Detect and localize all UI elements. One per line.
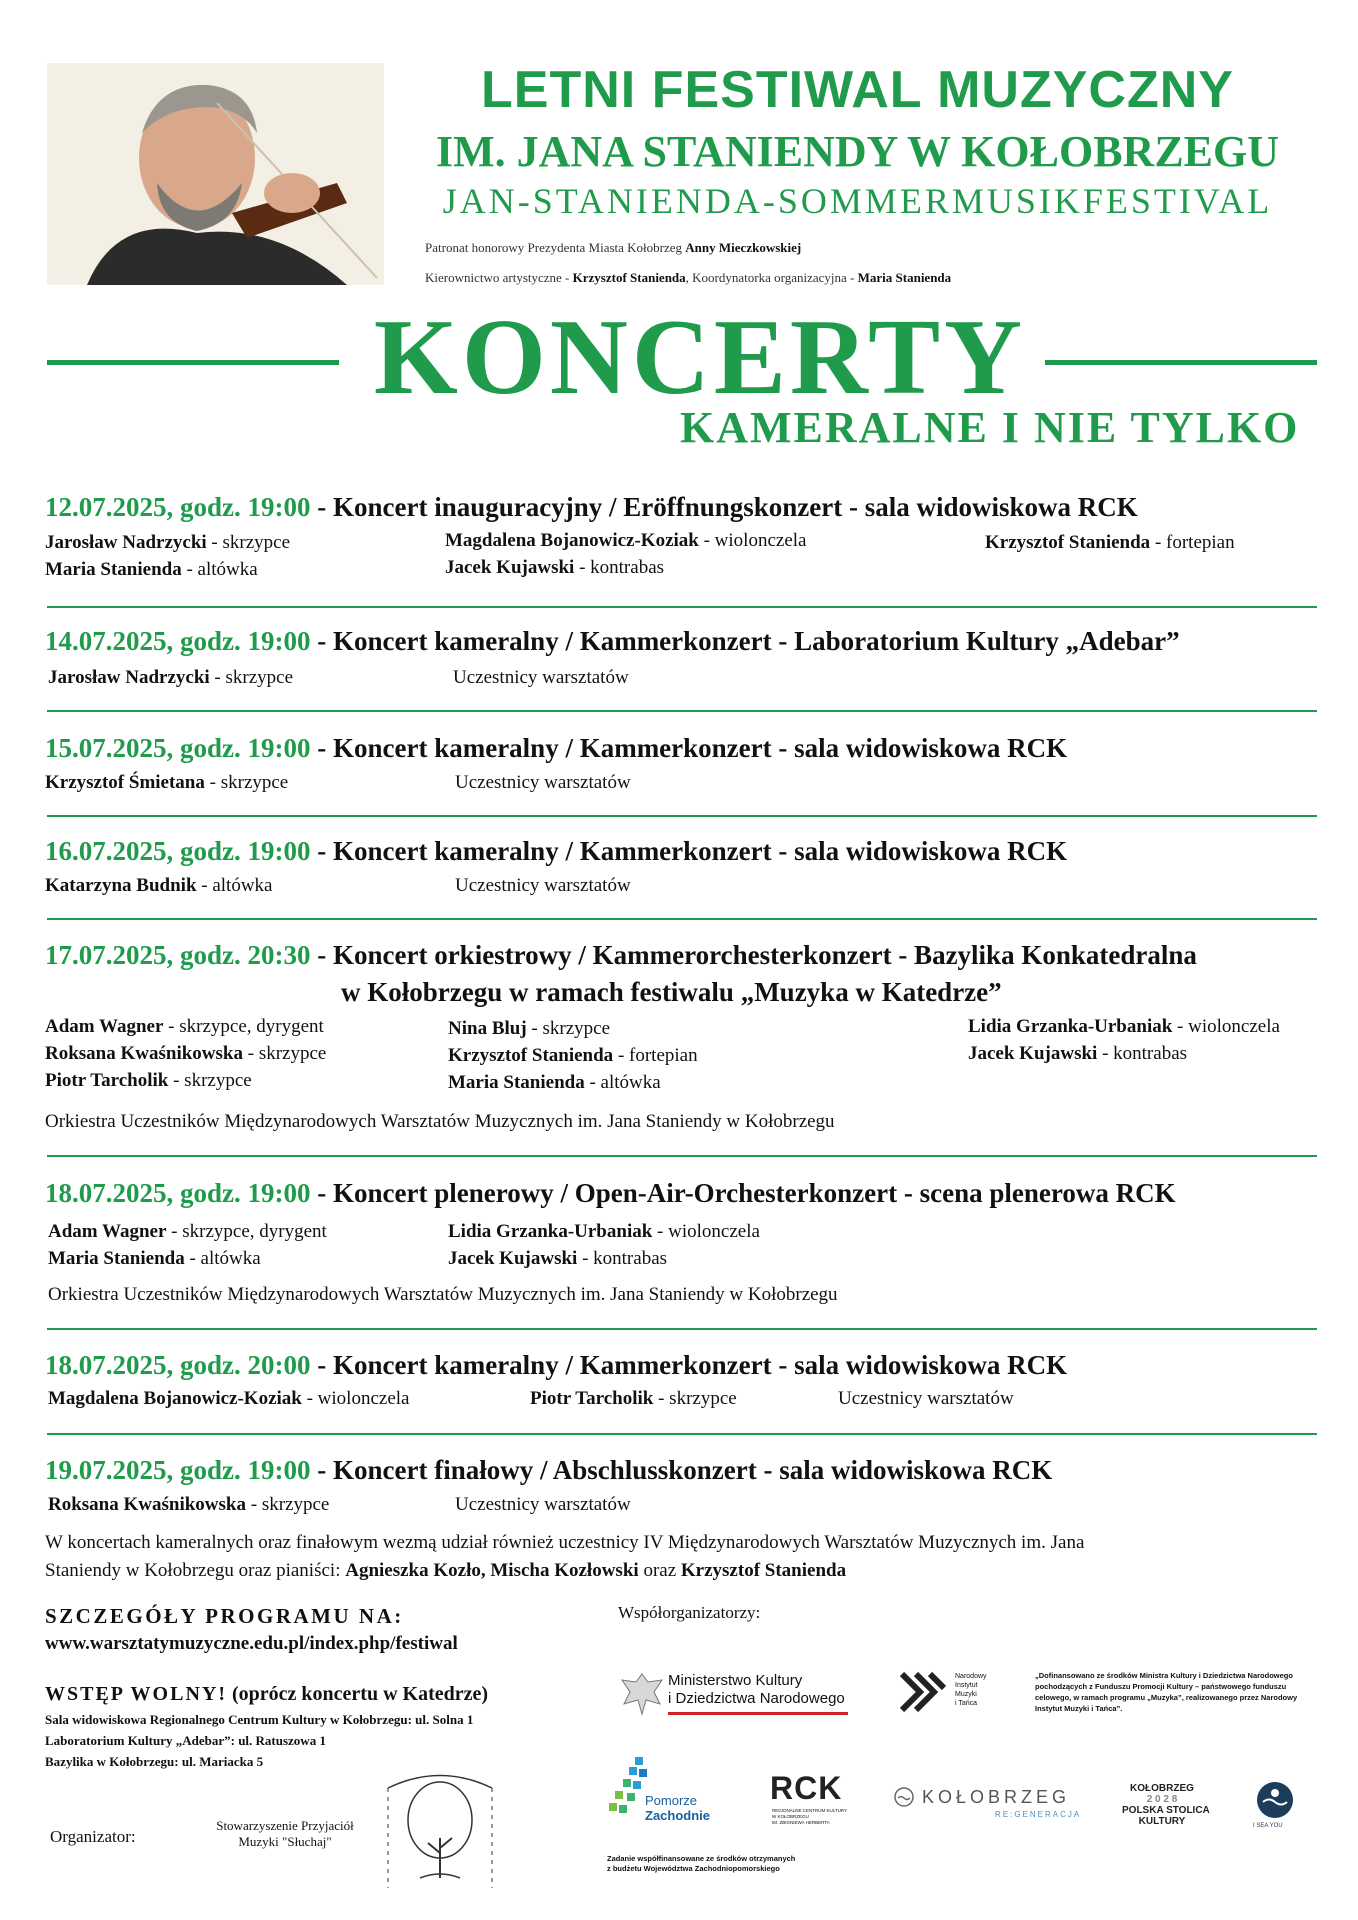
performer: Adam Wagner - skrzypce, dyrygent — [48, 1221, 327, 1242]
venue-address: Sala widowiskowa Regionalnego Centrum Kultury w Kołobrzegu: ul. Solna 1 — [45, 1712, 474, 1727]
event-heading — [45, 1455, 1052, 1486]
closing-line-1: W koncertach kameralnych oraz finałowym wezmą udział również uczestnicy IV Międzynarodowych Warsztatów Muzycznych im. Jana — [45, 1532, 1085, 1553]
event-heading — [45, 836, 1067, 867]
performer: Maria Stanienda - altówka — [48, 1248, 261, 1269]
performer: Jacek Kujawski - kontrabas — [968, 1043, 1188, 1064]
banner-subtitle: KAMERALNE I NIE TYLKO — [680, 403, 1300, 452]
kolobrzeg-logo: KOŁOBRZEG — [922, 1787, 1071, 1807]
details-heading: SZCZEGÓŁY PROGRAMU NA: — [45, 1604, 404, 1628]
event-date: 12.07.2025, godz. 19:00 — [45, 492, 311, 522]
event-heading — [45, 492, 1138, 523]
event-heading — [45, 1350, 1067, 1381]
event-title: - Koncert orkiestrowy / Kammerorchesterkonzert - Bazylika Konkatedralna — [310, 940, 1197, 970]
performer: Jarosław Nadrzycki - skrzypce — [48, 667, 294, 688]
organizer-label: Organizator: — [50, 1827, 136, 1846]
banner-rule-left — [47, 360, 339, 365]
cofinancing-note: Zadanie współfinansowane ze środków otrzymanych z budżetu Województwa Zachodniopomorskiego — [607, 1854, 796, 1873]
performer: Krzysztof Stanienda - fortepian — [448, 1045, 698, 1066]
event-heading — [45, 1178, 1176, 1209]
rck-logo: RCK — [770, 1770, 843, 1806]
event-title: - Koncert finałowy / Abschlusskonzert - sala widowiskowa RCK — [310, 1455, 1053, 1485]
performer: Katarzyna Budnik - altówka — [45, 875, 273, 896]
nimit-name: Narodowy Instytut Muzyki i Tańca — [955, 1673, 987, 1707]
event-title: - Koncert kameralny / Kammerkonzert - sala widowiskowa RCK — [310, 1350, 1068, 1380]
event-title: - Koncert kameralny / Kammerkonzert - Laboratorium Kultury „Adebar” — [310, 626, 1180, 656]
rck-subtitle: REGIONALNE CENTRUM KULTURY W KOŁOBRZEGU IM. ZBIGNIEWA HERBERTA — [772, 1808, 848, 1825]
i-sea-you-icon — [1255, 1780, 1295, 1825]
wave-icon — [893, 1786, 915, 1813]
event-date: 19.07.2025, godz. 19:00 — [45, 1455, 311, 1485]
ministry-underline — [668, 1712, 848, 1715]
details-url-link[interactable]: www.warsztatymuzyczne.edu.pl/index.php/festiwal — [45, 1633, 458, 1654]
performer: Piotr Tarcholik - skrzypce — [45, 1070, 252, 1091]
organizer-name: Stowarzyszenie Przyjaciół Muzyki "Słuchaj" — [216, 1818, 354, 1849]
ministry-name: Ministerstwo Kultury i Dziedzictwa Narodowego — [668, 1672, 845, 1707]
event-heading — [45, 733, 1067, 764]
i-sea-you-label: I SEA YOU — [1253, 1823, 1283, 1829]
performer: Uczestnicy warsztatów — [838, 1388, 1014, 1409]
performer: Lidia Grzanka-Urbaniak - wiolonczela — [968, 1016, 1280, 1037]
performer: Nina Bluj - skrzypce — [448, 1018, 611, 1039]
event-title: - Koncert inauguracyjny / Eröffnungskonzert - sala widowiskowa RCK — [310, 492, 1138, 522]
closing-line-2: Staniendy w Kołobrzegu oraz pianiści: Agnieszka Kozło, Mischa Kozłowski oraz Krzysztof Stanienda — [45, 1560, 847, 1581]
nimit-logo — [898, 1670, 948, 1721]
direction-line: Kierownictwo artystyczne - Krzysztof Stanienda, Koordynatorka organizacyjna - Maria Stanienda — [425, 270, 952, 285]
coorganizers-label: Współorganizatorzy: — [618, 1603, 761, 1622]
performer: Piotr Tarcholik - skrzypce — [530, 1388, 737, 1409]
orchestra-note: Orkiestra Uczestników Międzynarodowych Warsztatów Muzycznych im. Jana Staniendy w Kołobrzegu — [48, 1284, 838, 1305]
event-separator — [47, 815, 1317, 817]
event-separator — [47, 1433, 1317, 1435]
performer: Uczestnicy warsztatów — [455, 772, 631, 793]
funding-note: „Dofinansowano ze środków Ministra Kultury i Dziedzictwa Narodowego pochodzących z Funduszu Promocji Kultury – państwowego funduszu celowego, w ramach programu „Muzyka”, realizowanego przez Narodowy Instytut Muzyki i Tańca”. — [1035, 1671, 1298, 1713]
performer: Magdalena Bojanowicz-Koziak - wiolonczela — [445, 530, 807, 551]
performer: Jacek Kujawski - kontrabas — [448, 1248, 668, 1269]
organizer-tree-logo — [380, 1758, 500, 1903]
event-date: 16.07.2025, godz. 19:00 — [45, 836, 311, 866]
event-separator — [47, 918, 1317, 920]
pomorze-name: Pomorze Zachodnie — [645, 1793, 711, 1823]
nimit-icon — [898, 1670, 948, 1716]
violinist-photo — [47, 63, 384, 285]
performer: Uczestnicy warsztatów — [455, 1494, 631, 1515]
event-separator — [47, 606, 1317, 608]
regeneracja-label: RE:GENERACJA — [995, 1810, 1082, 1819]
performer: Krzysztof Śmietana - skrzypce — [45, 772, 289, 793]
patron-name: Anny Mieczkowskiej — [685, 240, 802, 255]
performer: Jarosław Nadrzycki - skrzypce — [45, 532, 291, 553]
event-heading — [45, 626, 1180, 657]
performer: Lidia Grzanka-Urbaniak - wiolonczela — [448, 1221, 760, 1242]
venue-address: Laboratorium Kultury „Adebar”: ul. Ratuszowa 1 — [45, 1733, 326, 1748]
event-separator — [47, 710, 1317, 712]
event-title: - Koncert kameralny / Kammerkonzert - sala widowiskowa RCK — [310, 836, 1068, 866]
festival-german-title: JAN-STANIENDA-SOMMERMUSIKFESTIVAL — [442, 181, 1273, 221]
event-separator — [47, 1155, 1317, 1157]
performer: Uczestnicy warsztatów — [453, 667, 629, 688]
banner-rule-right — [1045, 360, 1317, 365]
kolobrzeg-2028-logo: KOŁOBRZEG 2 0 2 8 POLSKA STOLICA KULTURY — [1122, 1783, 1210, 1827]
event-date: 18.07.2025, godz. 20:00 — [45, 1350, 311, 1380]
performer: Maria Stanienda - altówka — [45, 559, 258, 580]
performer: Adam Wagner - skrzypce, dyrygent — [45, 1016, 324, 1037]
event-title: - Koncert plenerowy / Open-Air-Orchesterkonzert - scena plenerowa RCK — [310, 1178, 1176, 1208]
performer: Krzysztof Stanienda - fortepian — [985, 532, 1235, 553]
venue-address: Bazylika w Kołobrzegu: ul. Mariacka 5 — [45, 1754, 264, 1769]
banner-title: KONCERTY — [373, 298, 1027, 417]
event-date: 18.07.2025, godz. 19:00 — [45, 1178, 311, 1208]
performer: Roksana Kwaśnikowska - skrzypce — [45, 1043, 327, 1064]
festival-subtitle: IM. JANA STANIENDY W KOŁOBRZEGU — [435, 127, 1280, 176]
performer: Roksana Kwaśnikowska - skrzypce — [48, 1494, 330, 1515]
performer: Magdalena Bojanowicz-Koziak - wiolonczela — [48, 1388, 410, 1409]
performer: Uczestnicy warsztatów — [455, 875, 631, 896]
event-date: 14.07.2025, godz. 19:00 — [45, 626, 311, 656]
festival-title: LETNI FESTIWAL MUZYCZNY — [481, 61, 1234, 119]
event-date: 17.07.2025, godz. 20:30 — [45, 940, 311, 970]
ministry-logo — [618, 1668, 666, 1725]
event-separator — [47, 1328, 1317, 1330]
event-heading — [45, 940, 1197, 971]
patronage-line: Patronat honorowy Prezydenta Miasta Kołobrzeg Anny Mieczkowskiej — [425, 240, 802, 255]
event-heading-continued: w Kołobrzegu w ramach festiwalu „Muzyka w Katedrze” — [341, 977, 1002, 1007]
entry-free: WSTĘP WOLNY! (oprócz koncertu w Katedrze) — [45, 1683, 489, 1705]
orchestra-note: Orkiestra Uczestników Międzynarodowych Warsztatów Muzycznych im. Jana Staniendy w Kołobrzegu — [45, 1111, 835, 1132]
performer: Maria Stanienda - altówka — [448, 1072, 661, 1093]
performer: Jacek Kujawski - kontrabas — [445, 557, 665, 578]
event-title: - Koncert kameralny / Kammerkonzert - sala widowiskowa RCK — [310, 733, 1068, 763]
event-date: 15.07.2025, godz. 19:00 — [45, 733, 311, 763]
eagle-icon — [618, 1668, 666, 1720]
